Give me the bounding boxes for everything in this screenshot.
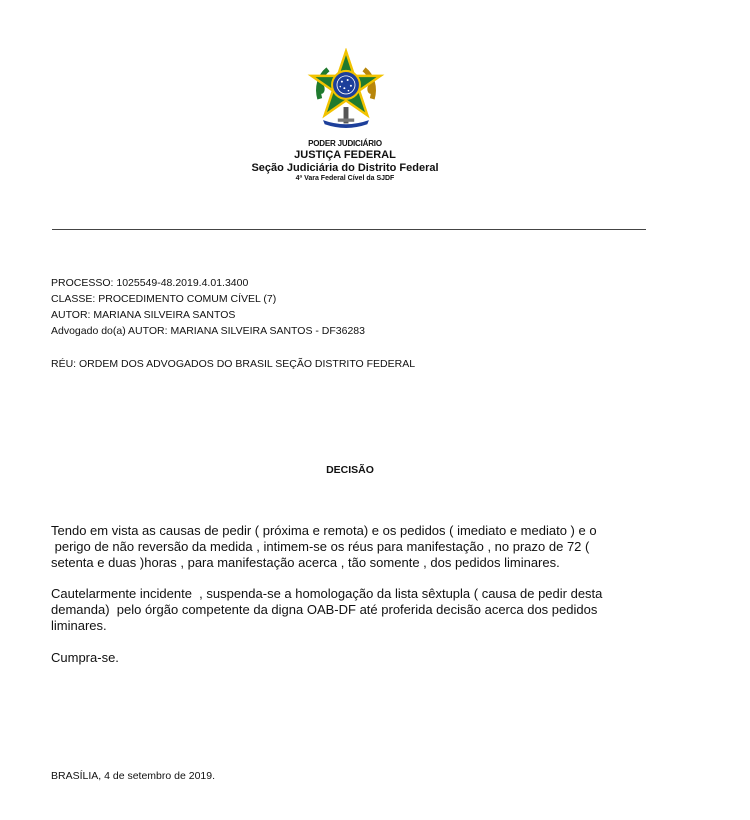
decision-title: DECISÃO <box>326 464 374 476</box>
paragraph-line: setenta e duas )horas , para manifestação acerca , tão somente , dos pedidos liminares. <box>51 555 560 570</box>
decision-paragraph-1 <box>51 523 651 571</box>
header-justica-federal: JUSTIÇA FEDERAL <box>294 149 396 161</box>
paragraph-line: perigo de não reversão da medida , intimem-se os réus para manifestação , no prazo de 72 ( <box>51 539 590 554</box>
header-secao-judiciaria: Seção Judiciária do Distrito Federal <box>251 162 439 174</box>
reu-line: RÉU: ORDEM DOS ADVOGADOS DO BRASIL SEÇÃO DISTRITO FEDERAL <box>51 358 416 370</box>
advogado-line: Advogado do(a) AUTOR: MARIANA SILVEIRA SANTOS - DF36283 <box>51 325 365 337</box>
brazil-coat-of-arms-icon <box>305 48 387 130</box>
autor-line: AUTOR: MARIANA SILVEIRA SANTOS <box>51 309 236 321</box>
header-poder-judiciario: PODER JUDICIÁRIO <box>308 139 382 148</box>
header-vara: 4ª Vara Federal Cível da SJDF <box>295 175 395 182</box>
paragraph-line: Tendo em vista as causas de pedir ( próxima e remota) e os pedidos ( imediato e mediato ) e o <box>51 523 597 538</box>
decision-paragraph-3 <box>51 650 651 666</box>
header-divider <box>52 229 646 230</box>
paragraph-line: demanda) pelo órgão competente da digna OAB-DF até proferida decisão acerca dos pedidos <box>51 602 598 617</box>
document-date: BRASÍLIA, 4 de setembro de 2019. <box>51 770 216 782</box>
paragraph-line: liminares. <box>51 618 107 633</box>
paragraph-line: Cautelarmente incidente , suspenda-se a homologação da lista sêxtupla ( causa de pedir desta <box>51 586 603 601</box>
paragraph-line: Cumpra-se. <box>51 650 119 665</box>
processo-line: PROCESSO: 1025549-48.2019.4.01.3400 <box>51 277 249 289</box>
decision-paragraph-2 <box>51 586 651 634</box>
classe-line: CLASSE: PROCEDIMENTO COMUM CÍVEL (7) <box>51 293 277 305</box>
